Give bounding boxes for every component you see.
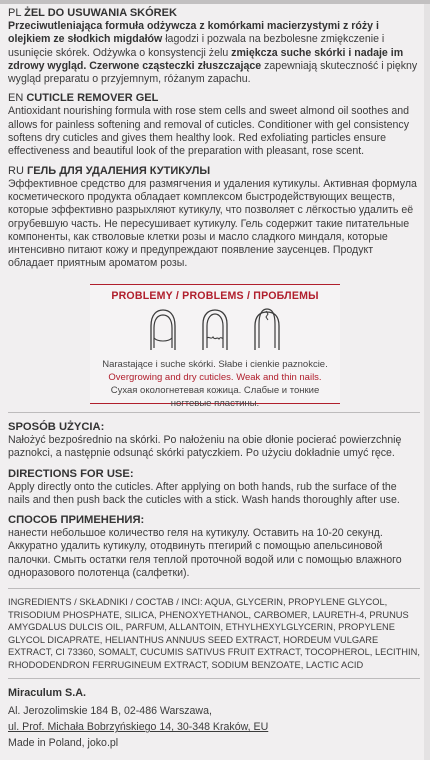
pl-title: ŻEL DO USUWANIA SKÓREK xyxy=(24,7,177,19)
pl-text-2: zapewniają skuteczność i piękny wygląd preparatu o przyjemnym, różanym zapachu. xyxy=(8,59,418,86)
ru-heading xyxy=(8,164,420,178)
pl-bold-1: Przeciwutleniająca formuła odżywcza z komórkami macierzystymi z róży i olejkiem ze słodkich migdałów xyxy=(8,20,379,46)
nail-overgrown-cuticle-icon xyxy=(148,308,178,350)
problems-ru: Сухая окологнетевая кожица. Слабые и тонкие ногтевые пластины. xyxy=(110,385,320,409)
right-edge xyxy=(424,4,430,760)
usage-en-title: DIRECTIONS FOR USE: xyxy=(8,467,134,480)
problems-box xyxy=(90,284,340,409)
usage-ru-text: нанести небольшое количество геля на кутикулу. Оставить на 10-20 секунд. Аккуратно удалить кутикулу, отодвинуть птегирий с помощью апельсиновой палочки. Смыть остатки геля теплой проточной водой или с помощью влажного одноразового полотенца (салфетки). xyxy=(8,527,402,580)
maker-name: Miraculum S.A. xyxy=(8,687,86,700)
pl-heading xyxy=(8,6,420,20)
usage-ru-title: СПОСОБ ПРИМЕНЕНИЯ: xyxy=(8,514,145,527)
nail-dry-cuticle-icon xyxy=(200,308,230,350)
usage-en-text: Apply directly onto the cuticles. After applying on both hands, rub the surface of the nails and then push back the cuticles with a stick. Wash hands thoroughly after use. xyxy=(8,480,400,506)
label-content xyxy=(8,4,420,271)
ru-lang: RU xyxy=(8,164,24,177)
usage-pl-title: SPOSÓB UŻYCIA: xyxy=(8,421,105,433)
en-lang: EN xyxy=(8,92,24,105)
ingredients-text: INGREDIENTS / SKŁADNIKI / COCTAB / INCI: AQUA, GLYCERIN, PROPYLENE GLYCOL, TRISODIUM PHOSPHATE, SILICA, PHENOXYETHANOL, CARBOMER, LAURETH-4, PRUNUS AMYGDALUS DULCIS OIL, PARFUM, ALLANTOIN, ETHYLHEXYLGLYCERIN, PROPYLENE GLYCOL DICAPRATE, HELIANTHUS ANNUUS SEED EXTRACT, HORDEUM VULGARE EXTRACT, CI 73360, SOMALT, CUCUMIS SATIVUS FRUIT EXTRACT, TOCOPHEROL, LECITHIN, RHODODENDRON FERRUGINEUM EXTRACT, SODIUM BENZOATE, LACTIC ACID xyxy=(8,597,420,670)
pl-description xyxy=(8,20,420,86)
problems-title: PROBLEMY / PROBLEMS / ПРОБЛЕМЫ xyxy=(111,290,319,302)
en-title: CUTICLE REMOVER GEL xyxy=(26,92,159,105)
usage-section xyxy=(8,412,420,751)
ru-description: Эффективное средство для размягчения и удаления кутикулы. Активная формула косметического продукта обладает комплексом быстродействующих веществ, которые эффективно разрыхляют кутикулу, что позволяет с лёгкостью удалить её огрубевшую часть. Не пересушивает кутикулу. Гель содержит такие питательные компоненты, как стволовые клетки розы и масло сладкого миндаля, которые интенсивно питают кожу и предупреждают появление заусенцев. Продукт обладает приятным ароматом розы. xyxy=(8,177,417,270)
divider-middle xyxy=(8,588,420,589)
en-heading xyxy=(8,91,420,105)
usage-pl-text: Nałożyć bezpośrednio na skórki. Po nałożeniu na obie dłonie pocierać powierzchnię paznokci, a następnie odsunąć skórki patyczkiem. Po użyciu dokładnie umyć ręce. xyxy=(8,434,402,460)
divider-bottom xyxy=(8,678,420,679)
pl-lang: PL xyxy=(8,7,22,19)
en-description: Antioxidant nourishing formula with rose stem cells and sweet almond oil soothes and allows for painless softening and removal of cuticles. Conditioner with gel consistency softens dry cuticles and gives them healthy look. Red exfoliating particles ensure effectiveness and beautiful look of the preparation with pleasant, rose scent. xyxy=(8,105,410,158)
made-in: Made in Poland, joko.pl xyxy=(8,737,119,750)
problems-en: Overgrowing and dry cuticles. Weak and thin nails. xyxy=(108,372,322,383)
maker-address-1: Al. Jerozolimskie 184 B, 02-486 Warszawa, xyxy=(8,705,212,718)
pl-bold-2: zmiękcza suche skórki i nadaje im zdrowy wygląd. Czerwone cząsteczki złuszczające xyxy=(8,46,404,72)
problems-icons xyxy=(90,308,340,352)
pl-text-1: łagodzi i pozwala na bezbolesne zmiękczenie i usunięcie skórek. Odżywka o konsystencji żelu xyxy=(8,33,385,59)
nail-thin-icon xyxy=(252,308,282,350)
maker-address-2: ul. Prof. Michała Bobrzyńskiego 14, 30-348 Kraków, EU xyxy=(8,721,269,734)
problems-pl: Narastające i suche skórki. Słabe i cienkie paznokcie. xyxy=(102,359,328,370)
ru-title: ГЕЛЬ ДЛЯ УДАЛЕНИЯ КУТИКУЛЫ xyxy=(26,164,211,177)
divider-top xyxy=(8,412,420,413)
